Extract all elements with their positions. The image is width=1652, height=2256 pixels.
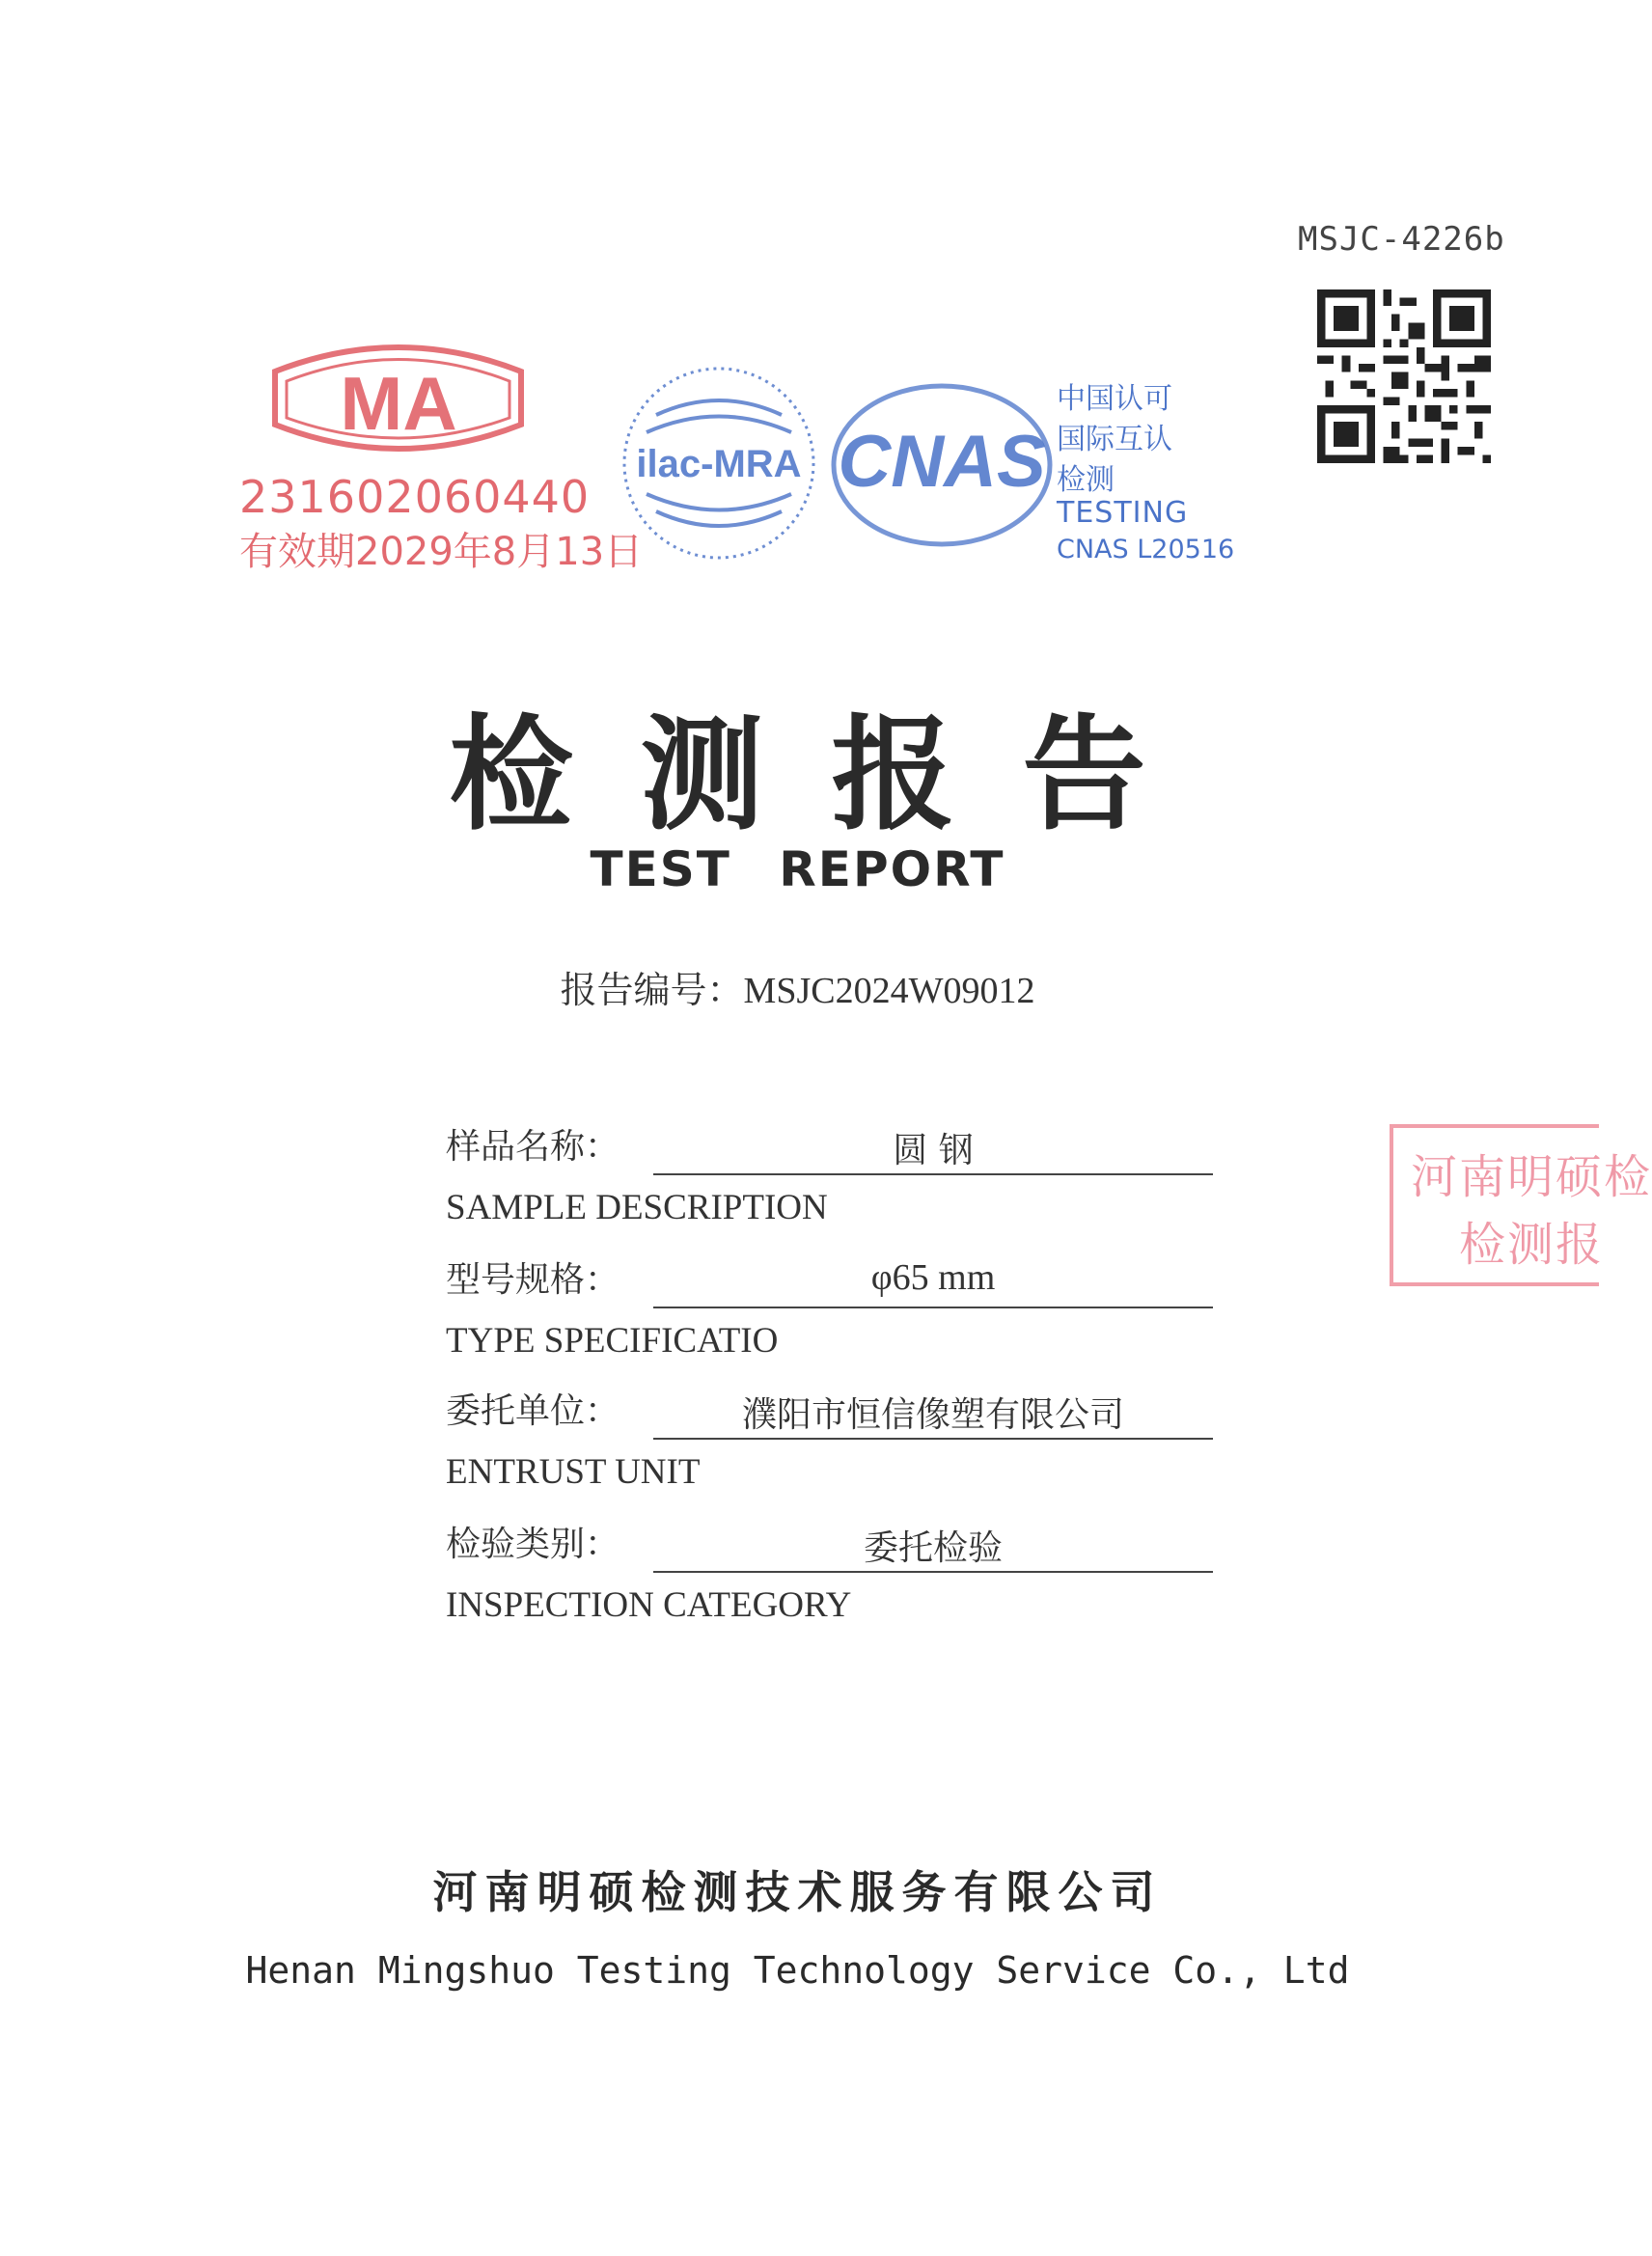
category-value: 委托检验 (863, 1528, 1003, 1568)
entrust-underline (653, 1438, 1213, 1440)
sample-underline (653, 1173, 1213, 1175)
type-label-cn: 型号规格： (446, 1260, 620, 1300)
title-english: TEST REPORT (590, 841, 1005, 897)
cma-validity: 有效期2029年8月13日 (239, 530, 644, 574)
title-chinese: 检测报告 (449, 702, 1214, 847)
sample-label-en: SAMPLE DESCRIPTION (446, 1188, 828, 1227)
cma-number: 231602060440 (239, 471, 591, 523)
cnas-text-line: TESTING (1057, 496, 1189, 530)
report-number-value: MSJC2024W09012 (743, 971, 1035, 1011)
side-stamp-line1: 河南明硕检 (1411, 1150, 1652, 1204)
cma-mark: MA (340, 361, 457, 446)
cnas-text-line: 检测 (1057, 463, 1115, 497)
ilac-mark: ilac-MRA (636, 443, 802, 485)
entrust-value: 濮阳市恒信像塑有限公司 (741, 1395, 1124, 1435)
side-stamp-line2: 检测报 (1459, 1218, 1605, 1272)
category-label-en: INSPECTION CATEGORY (446, 1585, 852, 1625)
entrust-label-cn: 委托单位： (446, 1391, 620, 1431)
side-seal-stamp (1390, 1124, 1652, 1286)
sample-value: 圆 钢 (893, 1131, 974, 1170)
entrust-label-en: ENTRUST UNIT (446, 1452, 701, 1492)
ilac-mra-logo-icon (618, 357, 820, 569)
company-name-chinese: 河南明硕检测技术服务有限公司 (432, 1866, 1163, 1918)
report-number-label: 报告编号： (560, 969, 744, 1011)
category-label-cn: 检验类别： (446, 1525, 620, 1564)
cnas-mark: CNAS (838, 421, 1046, 503)
document-code: MSJC-4226b (1298, 220, 1505, 259)
cnas-logo-icon (826, 378, 1058, 552)
qr-code-icon (1317, 289, 1491, 463)
company-name-english: Henan Mingshuo Testing Technology Service Co., Ltd (245, 1949, 1350, 1992)
type-value: φ65 mm (870, 1257, 996, 1298)
sample-label-cn: 样品名称： (446, 1127, 620, 1167)
type-label-en: TYPE SPECIFICATIO (446, 1321, 779, 1361)
cnas-accreditation-number: CNAS L20516 (1057, 535, 1235, 564)
cnas-text-line: 中国认可 (1057, 382, 1172, 416)
category-underline (653, 1571, 1213, 1573)
report-number (0, 960, 1595, 1013)
cnas-text-line: 国际互认 (1057, 423, 1172, 456)
type-underline (653, 1307, 1213, 1308)
